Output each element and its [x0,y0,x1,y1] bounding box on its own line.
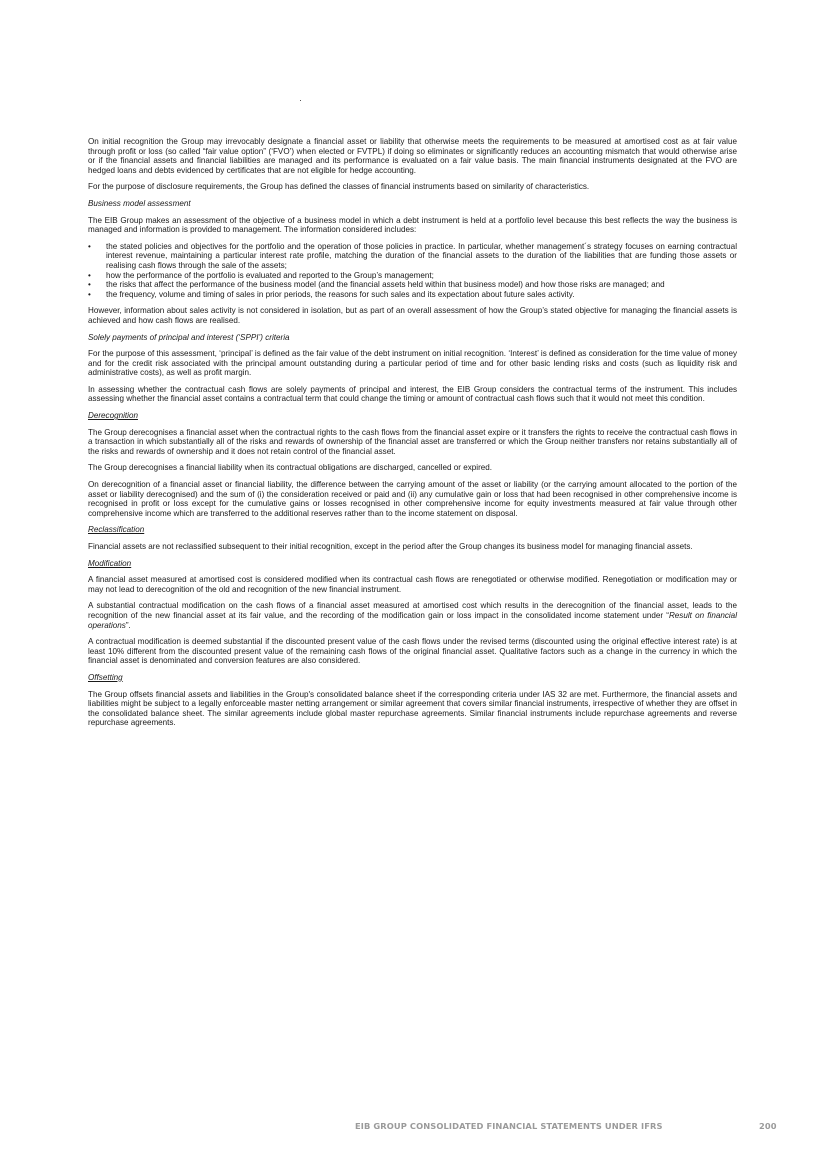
document-body [88,137,737,735]
heading-reclassification: Reclassification [88,525,145,535]
list-item: • the stated policies and objectives for the portfolio and the operation of those policies in practice. In particular, whether management´s strategy focuses on earning contractual interest revenue, maintaining a particular interest rate profile, matching the duration of the financial assets to the duration of the liabilities that are funding those assets or realising cash flows through the sale of the assets; [88,242,737,271]
paragraph-derecognition-asset: The Group derecognises a financial asset when the contractual rights to the cash flows from the financial asset expire or it transfers the rights to receive the contractual cash flows in a transaction in which substantially all of the risks and rewards of ownership of the financial asset are transferred or which the Group neither transfers nor retains substantially all of the risks and rewards of ownership and it does not retain control of the financial asset. [88,427,737,456]
business-model-list [88,242,737,300]
list-item: • the frequency, volume and timing of sales in prior periods, the reasons for such sales and its expectation about future sales activity. [88,290,737,300]
heading-offsetting: Offsetting [88,672,123,682]
heading-derecognition: Derecognition [88,411,138,421]
paragraph-modification-threshold: A contractual modification is deemed substantial if the discounted present value of the cash flows under the revised terms (discounted using the original effective interest rate) is at least 10% different from the discounted present value of the remaining cash flows of the original financial asset. Qualitative factors such as a change in the currency in which the financial asset is denominated and conversion features are also considered. [88,637,737,666]
list-item: • how the performance of the portfolio is evaluated and reported to the Group’s management; [88,271,737,281]
stray-dot [300,100,301,101]
paragraph-derecognition-liability: The Group derecognises a financial liability when its contractual obligations are discharged, cancelled or expired. [88,463,493,473]
paragraph-reclassification: Financial assets are not reclassified subsequent to their initial recognition, except in the period after the Group changes its business model for managing financial assets. [88,542,693,551]
paragraph-sppi-definition: For the purpose of this assessment, ‘principal’ is defined as the fair value of the debt instrument on initial recognition. ‘Interest’ is defined as consideration for the time value of money and for the credit risk associated with the principal amount outstanding during a particular period of time and for other basic lending risks and costs (such as liquidity risk and administrative costs), as well as profit margin. [88,349,737,378]
text-segment: ”. [125,620,131,630]
heading-sppi: Solely payments of principal and interest (‘SPPI’) criteria [88,332,290,342]
text-segment: A substantial contractual modification on the cash flows of a financial asset measured at amortised cost which results in the derecognition of the financial asset, leads to the recognition of the new financial asset at its fair value, and the recording of the modification gain or loss impact in the consolidated income statement under “ [88,601,737,620]
paragraph-disclosure: For the purpose of disclosure requirements, the Group has defined the classes of financial instruments based on similarity of characteristics. [88,182,590,192]
list-item: • the risks that affect the performance of the business model (and the financial assets held within that business model) and how those risks are managed; and [88,280,737,290]
paragraph-however: However, information about sales activity is not considered in isolation, but as part of an overall assessment of how the Group’s stated objective for managing the financial assets is achieved and how cash flows are realised. [88,306,737,325]
paragraph-business-model: The EIB Group makes an assessment of the objective of a business model in which a debt instrument is held at a portfolio level because this best reflects the way the business is managed and information is provided to management. The information considered includes: [88,215,737,235]
paragraph-fair-value-option: On initial recognition the Group may irrevocably designate a financial asset or liability that otherwise meets the requirements to be measured at amortised cost as at fair value through profit or loss (so called “fair value option” (‘FVO’) when elected or FVTPL) if doing so eliminates or significantly reduces an accounting mismatch that would otherwise arise or if the financial assets and financial liabilities are managed and its performance is evaluated on a fair value basis. The main financial instruments designated at the FVO are hedged loans and debts evidenced by certificates that are not eligible for hedge accounting. [88,137,737,175]
heading-modification: Modification [88,558,132,568]
heading-business-model: Business model assessment [88,198,191,208]
paragraph-offsetting: The Group offsets financial assets and liabilities in the Group's consolidated balance sheet if the corresponding criteria under IAS 32 are met. Furthermore, the financial assets and liabilities might be subject to a legally enforceable master netting arrangement or similar agreement that covers similar financial instruments, irrespective of whether they are offset in the consolidated balance sheet. The similar agreements include global master repurchase agreements. Similar financial instruments include repurchase agreements and reverse repurchase agreements. [88,689,737,728]
footer-title: EIB GROUP CONSOLIDATED FINANCIAL STATEMENTS UNDER IFRS [355,1121,663,1131]
italic-term: Result on financial operations [88,610,737,630]
paragraph-derecognition-difference: On derecognition of a financial asset or financial liability, the difference between the carrying amount of the asset or liability (or the carrying amount allocated to the portion of the asset or liability derecognised) and the sum of (i) the consideration received or paid and (ii) any cumulative gain or loss that had been recognised in other comprehensive income is recognised in profit or loss except for the cumulative gains or losses recognised in other comprehensive income for equity investments measured at fair value through other comprehensive income which are transferred to the additional reserves rather than to the income statement on disposal. [88,480,737,518]
paragraph-sppi-assessment: In assessing whether the contractual cash flows are solely payments of principal and interest, the EIB Group considers the contractual terms of the instrument. This includes assessing whether the financial asset contains a contractual term that could change the timing or amount of contractual cash flows such that it would not meet this condition. [88,384,737,404]
page-number: 200 [759,1121,777,1131]
paragraph-modification-substantial [88,601,737,630]
paragraph-modification-definition: A financial asset measured at amortised cost is considered modified when its contractual cash flows are renegotiated or otherwise modified. Renegotiation or modification may or may not lead to derecognition of the old and recognition of the new financial instrument. [88,575,737,594]
